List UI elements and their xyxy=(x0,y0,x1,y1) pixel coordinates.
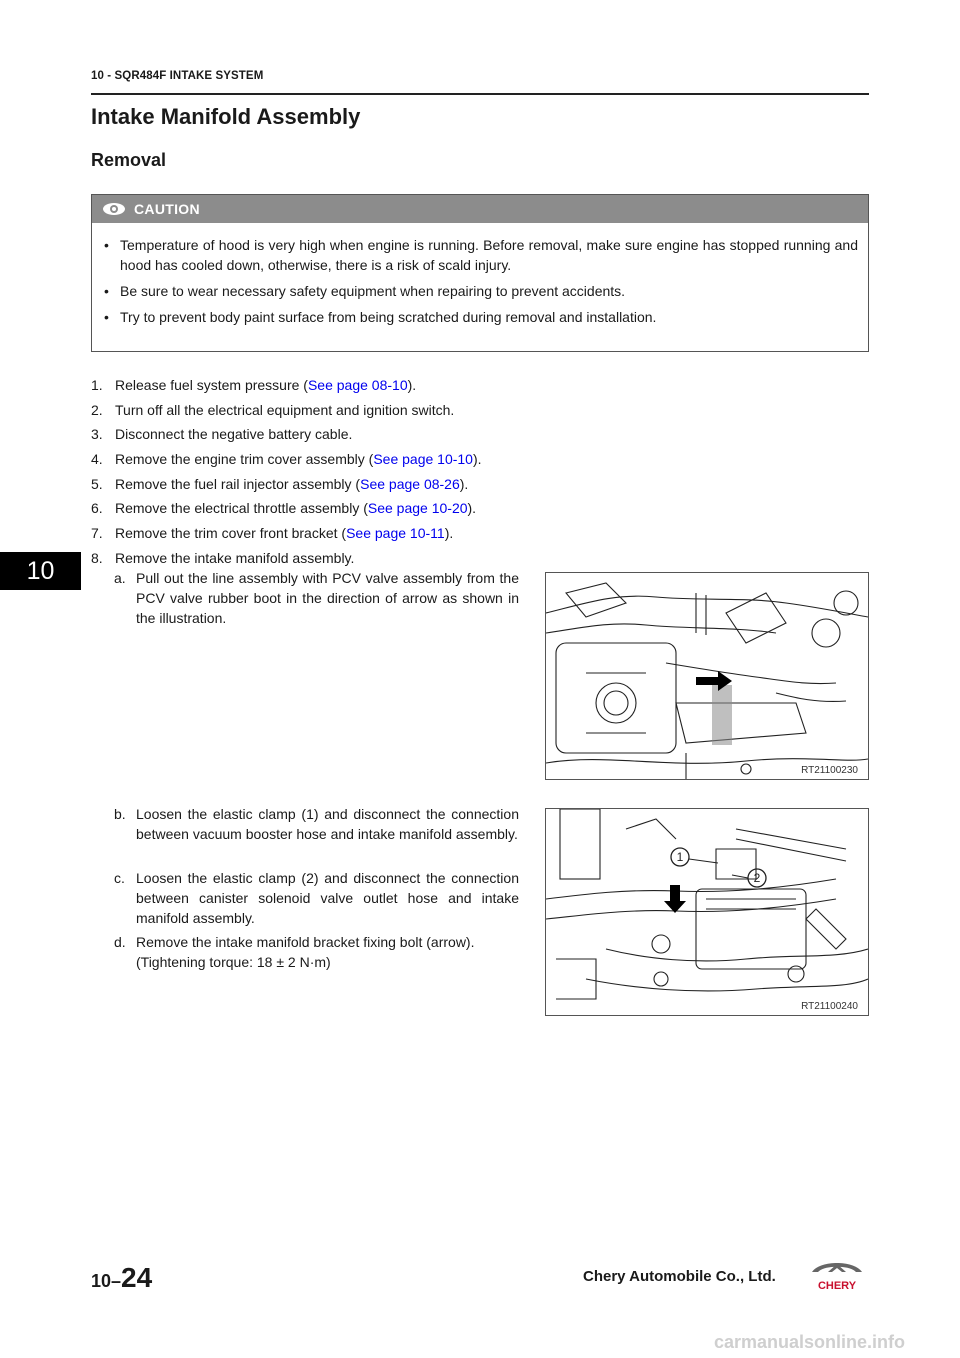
torque-spec: (Tightening torque: 18 ± 2 N·m) xyxy=(136,954,331,970)
company-name: Chery Automobile Co., Ltd. xyxy=(583,1268,776,1285)
step-6: 6. Remove the electrical throttle assembly (See page 10-20). xyxy=(91,500,477,517)
caution-item: • Be sure to wear necessary safety equipment when repairing to prevent accidents. xyxy=(104,283,626,299)
logo-text: CHERY xyxy=(817,1280,857,1292)
running-header: 10 - SQR484F INTAKE SYSTEM xyxy=(91,70,264,82)
step-3: 3. Disconnect the negative battery cable. xyxy=(91,426,353,443)
chapter-tab: 10 xyxy=(0,552,81,590)
header-rule xyxy=(91,93,869,95)
eye-icon xyxy=(102,202,126,216)
bullet-icon: • xyxy=(104,283,109,299)
callout-2: 2 xyxy=(753,871,761,885)
page-title: Intake Manifold Assembly xyxy=(91,104,361,129)
chery-logo xyxy=(806,1258,868,1294)
caution-list xyxy=(92,235,868,327)
caution-header xyxy=(92,195,868,223)
step-8: 8. Remove the intake manifold assembly. xyxy=(91,549,355,566)
caution-item: • Try to prevent body paint surface from being scratched during removal and installation. xyxy=(104,309,657,325)
page-link[interactable]: See page 10-10 xyxy=(373,451,473,468)
figure-caption: RT21100230 xyxy=(801,765,858,776)
section-title: Removal xyxy=(91,150,167,170)
page-link[interactable]: See page 10-11 xyxy=(346,525,445,542)
watermark: carmanualsonline.info xyxy=(713,1332,905,1352)
bullet-icon: • xyxy=(104,309,109,325)
caution-box xyxy=(91,194,869,352)
step-7: 7. Remove the trim cover front bracket (See page 10-11). xyxy=(91,525,454,542)
step-5: 5. Remove the fuel rail injector assembly (See page 08-26). xyxy=(91,475,469,492)
page-link[interactable]: See page 08-10 xyxy=(307,377,408,393)
substep-d: d. Remove the intake manifold bracket fixing bolt (arrow). (Tightening torque: 18 ± 2 N·m) xyxy=(114,932,519,972)
page-link[interactable]: See page 08-26 xyxy=(360,475,460,492)
step-4: 4. Remove the engine trim cover assembly (See page 10-10). xyxy=(91,451,482,468)
bolt-arrow-icon xyxy=(664,885,686,913)
caution-label: CAUTION xyxy=(134,201,200,217)
bullet-icon: • xyxy=(104,237,109,253)
caution-item: • Temperature of hood is very high when engine is running. Before removal, make sure engine has stopped running and hood has cooled down, otherwise, there is a risk of scald injury. xyxy=(104,237,858,273)
step-1: 1. Release fuel system pressure (See page 08-10). xyxy=(91,377,417,393)
step-2: 2. Turn off all the electrical equipment and ignition switch. xyxy=(91,401,455,418)
engine-illustration-1 xyxy=(546,573,868,779)
engine-illustration-2 xyxy=(546,809,868,1015)
page-link[interactable]: See page 10-20 xyxy=(367,500,468,517)
figure-pcv-line xyxy=(545,572,869,780)
step-list xyxy=(91,375,531,573)
page-number: 10–24 xyxy=(91,1262,153,1293)
figure-clamps xyxy=(545,808,869,1016)
callout-1: 1 xyxy=(676,850,684,864)
substep-a: a. Pull out the line assembly with PCV valve assembly from the PCV valve rubber boot in the direction of arrow as shown in the illustration. xyxy=(114,570,519,626)
figure-caption: RT21100240 xyxy=(801,1001,858,1012)
substep-c: c. Loosen the elastic clamp (2) and disconnect the connection between canister solenoid valve outlet hose and intake manifold assembly. xyxy=(114,870,519,926)
substep-b: b. Loosen the elastic clamp (1) and disconnect the connection between vacuum booster hose and intake manifold assembly. xyxy=(114,806,519,842)
